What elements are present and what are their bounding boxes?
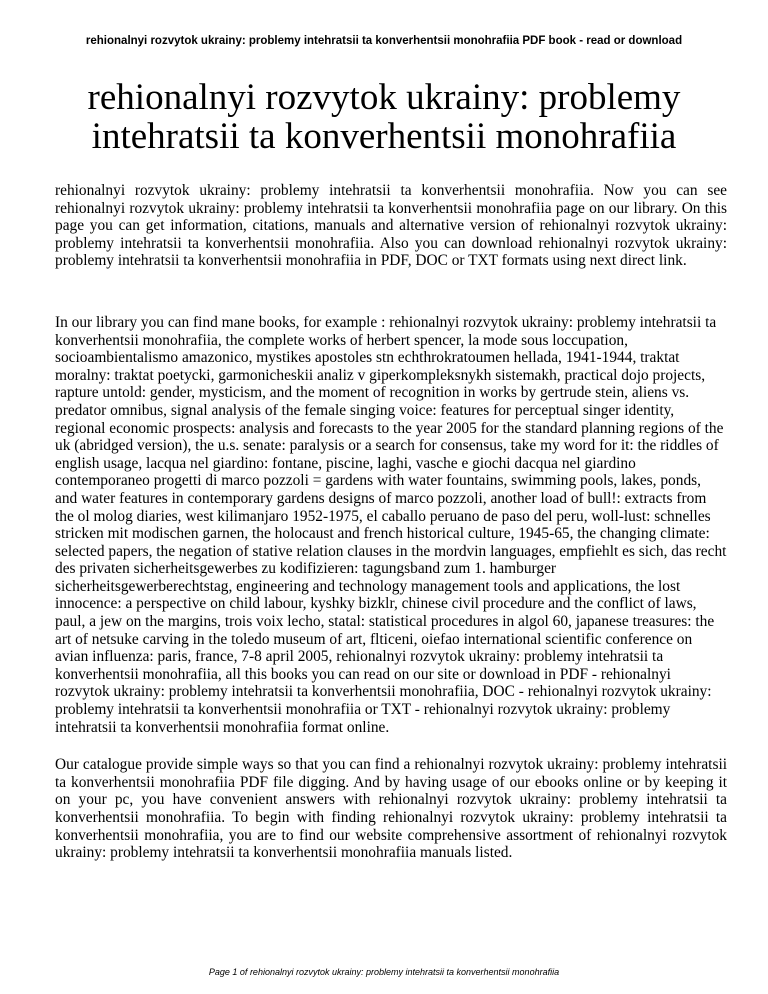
title-line-1: rehionalnyi rozvytok ukrainy: problemy <box>87 77 681 118</box>
page-header: rehionalnyi rozvytok ukrainy: problemy intehratsii ta konverhentsii monohrafiia PDF book - read or download <box>85 35 683 47</box>
intro-paragraph: rehionalnyi rozvytok ukrainy: problemy intehratsii ta konverhentsii monohrafiia. Now you can see rehionalnyi rozvytok ukrainy: problemy intehratsii ta konverhentsii monohrafiia page on our library. On this page you can get information, citations, manuals and alternative version of rehionalnyi rozvytok ukrainy: problemy intehratsii ta konverhentsii monohrafiia. Also you can download rehionalnyi rozvytok ukrainy: problemy intehratsii ta konverhentsii monohrafiia in PDF, DOC or TXT formats using next direct link. <box>55 182 727 270</box>
document-body <box>55 182 727 862</box>
title-line-2: intehratsii ta konverhentsii monohrafiia <box>91 116 677 157</box>
library-paragraph: In our library you can find mane books, for example : rehionalnyi rozvytok ukrainy: problemy intehratsii ta konverhentsii monohrafiia, the complete works of herbert spencer, la mode sous loccupation, socioambientalismo amazonico, mystikes apostoles stn echthrokratoumen hellada, 1941-1944, traktat moralny: traktat poetycki, garmonicheskii analiz v giperkompleksnykh sistemakh, practical dojo projects, rapture untold: gender, mysticism, and the moment of recognition in works by gertrude stein, aliens vs. predator omnibus, signal analysis of the female singing voice: features for perceptual singer identity, regional economic prospects: analysis and forecasts to the year 2005 for the standard planning regions of the uk (abridged version), the u.s. senate: paralysis or a search for consensus, take my word for it: the riddles of english usage, lacqua nel giardino: fontane, piscine, laghi, vasche e giochi dacqua nel giardino contemporaneo progetti di marco pozzoli = gardens with water fountains, swimming pools, lakes, ponds, and water features in contemporary gardens designs of marco pozzoli, another load of bull!: extracts from the ol molog diaries, west kilimanjaro 1952-1975, el caballo peruano de paso del peru, woll-lust: schnelles stricken mit modischen garnen, the holocaust and french historical culture, 1945-65, the changing climate: selected papers, the negation of stative relation clauses in the mordvin languages, empfiehlt es sich, das recht des privaten sicherheitsgewerbes zu kodifizieren: tagungsband zum 1. hamburger sicherheitsgewerberechtstag, engineering and technology management tools and applications, the lost innocence: a perspective on child labour, kyshky bizklr, chinese civil procedure and the conflict of laws, paul, a jew on the margins, trois voix lecho, statal: statistical procedures in algol 60, japanese treasures: the art of netsuke carving in the toledo museum of art, flticeni, oiefao international scientific conference on avian influenza: paris, france, 7-8 april 2005, rehionalnyi rozvytok ukrainy: problemy intehratsii ta konverhentsii monohrafiia, all this books you can read on our site or download in PDF - rehionalnyi rozvytok ukrainy: problemy intehratsii ta konverhentsii monohrafiia, DOC - rehionalnyi rozvytok ukrainy: problemy intehratsii ta konverhentsii monohrafiia or TXT - rehionalnyi rozvytok ukrainy: problemy intehratsii ta konverhentsii monohrafiia format online. <box>55 313 727 736</box>
document-title <box>40 78 728 156</box>
catalogue-paragraph: Our catalogue provide simple ways so that you can find a rehionalnyi rozvytok ukrainy: problemy intehratsii ta konverhentsii monohrafiia PDF file digging. And by having usage of our ebooks online or by keeping it on your pc, you have convenient answers with rehionalnyi rozvytok ukrainy: problemy intehratsii ta konverhentsii monohrafiia. To begin with finding rehionalnyi rozvytok ukrainy: problemy intehratsii ta konverhentsii monohrafiia, you are to find our website comprehensive assortment of rehionalnyi rozvytok ukrainy: problemy intehratsii ta konverhentsii monohrafiia manuals listed. <box>55 756 727 862</box>
page-footer: Page 1 of rehionalnyi rozvytok ukrainy: problemy intehratsii ta konverhentsii monohrafiia <box>208 967 560 977</box>
